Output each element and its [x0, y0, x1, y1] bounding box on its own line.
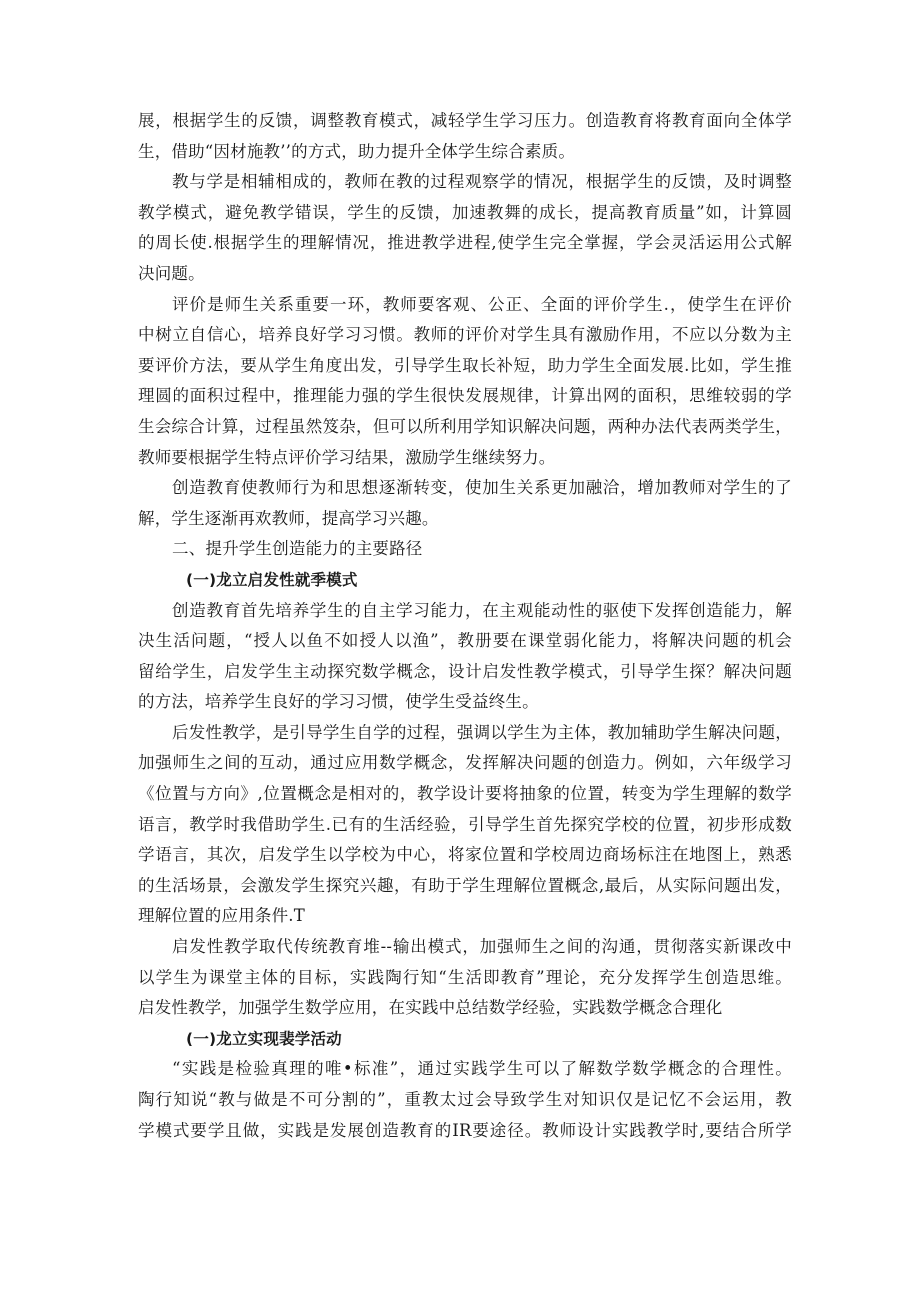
text-line: 的方法，培养学生良好的学习习惯，使学生受益终生。	[138, 692, 539, 712]
section-heading: (一)龙立实现裴学活动	[186, 1029, 342, 1048]
text-line: 评价是师生关系重要一环，教师要客观、公正、全面的评价学生.，使学生在评价	[172, 294, 792, 314]
text-line: 教学模式，避免教学错误，学生的反馈，加速教舞的成长，提高教育质量”如，计算圆	[138, 202, 792, 222]
text-line: 决问题。	[138, 263, 205, 283]
text-line: 理解位置的应用条件.T	[138, 906, 305, 926]
text-line: 《位置与方向》,位置概念是相对的，教学设计要将抽象的位置，转变为学生理解的数学	[138, 784, 792, 804]
text-line: 后发性教学，是引导学生自学的过程，强调以学生为主体，教加辅助学生解决问题，	[172, 722, 792, 742]
text-line: 解，学生逐渐再欢教师，提高学习兴趣。	[138, 508, 439, 528]
text-line: 语言，教学时我借助学生.已有的生活经验，引导学生首先探究学校的位置，初步形成数	[138, 814, 792, 834]
text-line: 理圆的面积过程中，推理能力强的学生很快发展规律，计算出网的面积，思维较弱的学	[138, 386, 792, 406]
text-line: 生，借助“因材施教’’的方式，助力提升全体学生综合素质。	[138, 141, 576, 161]
text-line: 教与学是相辅相成的，教师在教的过程观察学的情况，根据学生的反馈，及时调整	[172, 172, 792, 192]
text-line: 展，根据学生的反馈，调整教育模式，减轻学生学习压力。创造教育将教育面向全体学	[138, 111, 792, 130]
text-line: 的生活场景，会激发学生探究兴趣，有助于学生理解位置概念,最后，从实际问题出发，	[138, 875, 792, 895]
text-line: 加强师生之间的互动，通过应用数学概念，发挥解决问题的创造力。例如，六年级学习	[138, 753, 792, 773]
text-line: 创造教育首先培养学生的自主学习能力，在主观能动性的驱使下发挥创造能力，解	[172, 600, 792, 620]
text-line: 学语言，其次，启发学生以学校为中心，将家位置和学校周边商场标注在地图上，熟悉	[138, 845, 792, 865]
text-line: 留给学生，启发学生主动探究数学概念，设计启发性教学模式，引导学生探？解决问题	[138, 661, 792, 681]
document-page	[138, 106, 792, 1146]
text-line: 陶行知说“教与做是不可分割的”，重教太过会导致学生对知识仅是记忆不会运用，教	[138, 1090, 792, 1109]
text-line: 要评价方法，要从学生角度出发，引导学生取长补短，助力学生全面发展.比如，学生推	[138, 355, 792, 375]
text-line: 创造教育使教师行为和思想逐渐转变，使加生关系更加融洽，增加教师对学生的了	[172, 478, 792, 498]
text-line: 启发性教学，加强学生数学应用，在实践中总结数学经验，实践数学概念合理化	[138, 998, 723, 1018]
text-line: 决生活问题，“授人以鱼不如授人以渔”，教册要在课堂弱化能力，将解决问题的机会	[138, 631, 792, 651]
text-line: 中树立自信心，培养良好学习习惯。教师的评价对学生具有激励作用，不应以分数为主	[138, 325, 792, 345]
section-heading: (一)龙立启发性就季模式	[186, 570, 358, 589]
text-line: 的周长使.根据学生的理解情况，推进教学进程,使学生完全掌握，学会灵活运用公式解	[138, 233, 792, 253]
text-line: 二、提升学生创造能力的主要路径	[172, 539, 423, 559]
text-line: 以学生为课堂主体的目标，实践陶行知“生活即教育”理论，充分发挥学生创造思维。	[138, 967, 792, 987]
text-line: 生会综合计算，过程虽然笈杂，但可以所利用学知识解决问题，两种办法代表两类学生，	[138, 416, 792, 436]
text-line: 学模式要学且做，实践是发展创造教育的IR要途径。教师设计实践教学时,要结合所学	[138, 1120, 792, 1140]
text-line: 启发性教学取代传统教育堆--输出模式，加强师生之间的沟通，贯彻落实新课改中	[172, 937, 792, 957]
text-line: “实践是检验真理的唯•标准”，通过实践学生可以了解数学数学概念的合理性。	[172, 1059, 792, 1079]
text-line: 教师要根据学生特点评价学习结果，激励学生继续努力。	[138, 447, 556, 467]
